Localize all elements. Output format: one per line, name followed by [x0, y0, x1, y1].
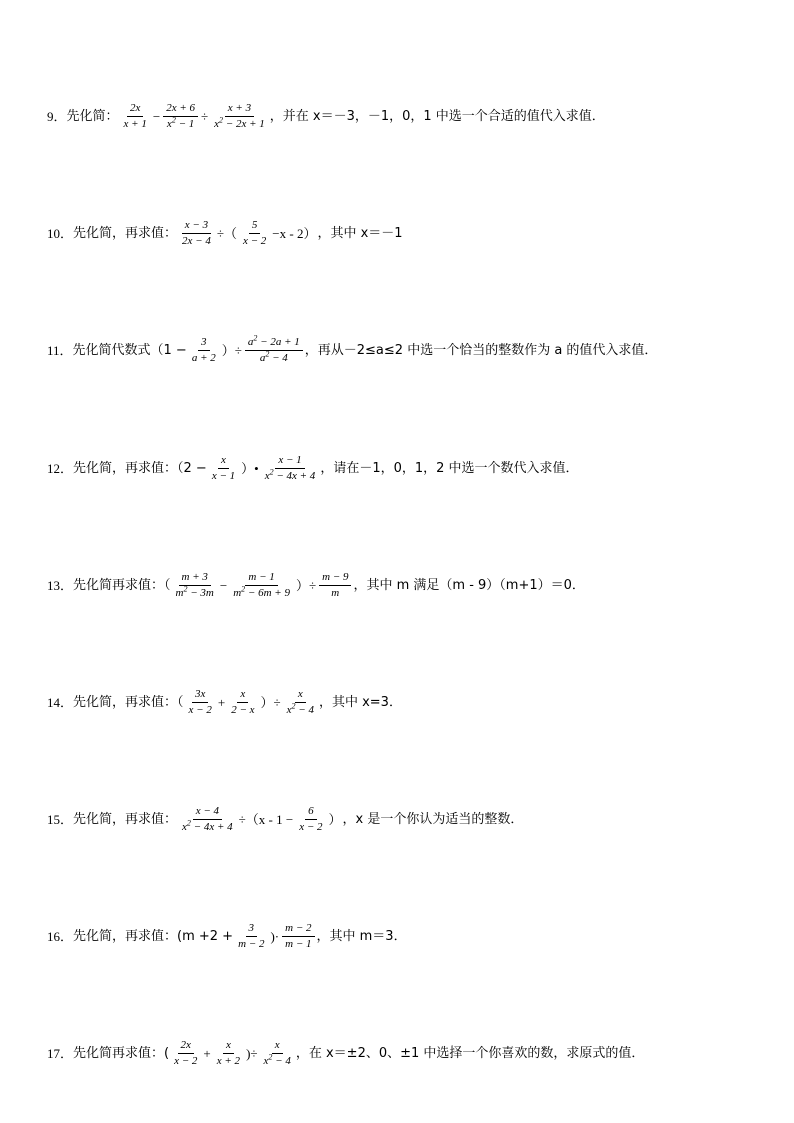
problem-number: 15．	[47, 812, 74, 827]
operator: −	[219, 578, 228, 593]
fraction	[214, 1040, 243, 1067]
fraction	[261, 1040, 294, 1067]
fraction	[121, 103, 150, 130]
operator: +	[203, 1046, 211, 1061]
problem-tail: ，并在 x＝－3，－1，0，1 中选一个合适的值代入求值．	[269, 109, 605, 124]
problem-tail: ，其中 m 满足（m - 9）（m+1）＝0．	[353, 578, 585, 593]
fraction	[171, 1040, 200, 1067]
denominator: m − 1	[285, 938, 312, 950]
problem-intro: 先化简，再求值：(m +2 +	[73, 929, 234, 944]
denominator: m	[331, 587, 340, 599]
denominator: $a^2 - 4$	[259, 349, 288, 364]
numerator: x	[223, 1040, 234, 1054]
fraction	[186, 689, 215, 716]
numerator: 6	[305, 806, 317, 820]
problem-intro: 先化简，再求值：	[73, 812, 178, 827]
problem-number: 10．	[47, 226, 74, 241]
problem-intro: 先化简，再求值：（	[73, 695, 184, 710]
fraction	[189, 337, 219, 364]
fraction	[163, 103, 198, 130]
problem-number: 16．	[47, 929, 74, 944]
fraction	[173, 572, 217, 599]
numerator: m + 3	[179, 572, 211, 586]
problem-intro: 先化简再求值：(	[73, 1046, 170, 1061]
problem-9	[47, 103, 605, 130]
problem-tail: ，其中 m＝3．	[316, 929, 407, 944]
numerator: x + 3	[225, 103, 254, 117]
fraction	[179, 220, 214, 247]
numerator: x − 3	[182, 220, 211, 234]
denominator: $x^2 - 2x + 1$	[214, 115, 265, 130]
operator: −	[152, 109, 161, 124]
problem-tail: ，x 是一个你认为适当的整数．	[342, 812, 524, 827]
denominator: $x^2 - 4x + 4$	[264, 467, 316, 482]
denominator: x − 1	[211, 470, 236, 482]
operator: ÷（	[216, 226, 237, 241]
fraction	[230, 572, 293, 599]
problem-15	[47, 806, 523, 833]
operator: ÷	[201, 109, 209, 124]
denominator: x − 2	[188, 704, 212, 716]
problem-tail: ，请在－1，0，1，2 中选一个数代入求值．	[320, 461, 579, 476]
problem-number: 14．	[47, 695, 74, 710]
operator: ）	[328, 812, 342, 827]
denominator: a + 2	[191, 352, 216, 364]
problem-tail: ，在 x＝±2、0、±1 中选择一个你喜欢的数，求原式的值．	[295, 1046, 645, 1061]
numerator: m − 1	[245, 572, 277, 586]
problem-intro: 先化简代数式（1 −	[72, 343, 187, 358]
numerator: x − 1	[275, 455, 304, 469]
denominator: x − 2	[242, 235, 267, 247]
problem-number: 11．	[47, 343, 73, 358]
problem-10	[47, 220, 403, 247]
denominator: 2x − 4	[182, 235, 211, 247]
problem-number: 9．	[47, 109, 67, 124]
problem-number: 17．	[47, 1046, 74, 1061]
fraction	[209, 455, 238, 482]
numerator: x − 4	[193, 806, 222, 820]
denominator: $x^2 - 1$	[166, 115, 195, 130]
problem-17	[47, 1040, 644, 1067]
numerator: x	[237, 689, 248, 703]
operator: ÷（x - 1 −	[238, 812, 294, 827]
fraction	[282, 923, 314, 950]
numerator: 2x	[178, 1040, 194, 1054]
numerator: $a^2 - 2a + 1$	[245, 337, 303, 351]
operator: )÷	[246, 1046, 258, 1061]
denominator: m − 2	[238, 938, 265, 950]
denominator: 2 − x	[231, 704, 255, 716]
operator: )·	[270, 929, 280, 944]
problem-number: 13．	[47, 578, 74, 593]
operator: −x - 2）	[272, 226, 317, 241]
problem-12	[47, 455, 579, 482]
fraction	[228, 689, 257, 716]
problem-tail: ，其中 x＝－1	[317, 226, 403, 241]
problem-tail: ，再从－2≤a≤2 中选一个恰当的整数作为 a 的值代入求值．	[304, 343, 658, 358]
problem-11	[47, 333, 658, 364]
fraction	[240, 220, 269, 247]
fraction	[211, 103, 268, 130]
denominator: x + 1	[123, 118, 147, 130]
fraction	[245, 333, 303, 364]
fraction	[284, 689, 317, 716]
fraction	[296, 806, 325, 833]
denominator: $x^2 - 4x + 4$	[182, 818, 233, 833]
denominator: x − 2	[299, 821, 323, 833]
denominator: $m^2 - 6m + 9$	[233, 584, 290, 599]
numerator: 2x + 6	[163, 103, 198, 117]
fraction	[262, 455, 319, 482]
operator: ）÷	[260, 695, 281, 710]
denominator: $x^2 - 4$	[286, 701, 314, 716]
numerator: m − 9	[319, 572, 351, 586]
operator: ）÷	[295, 578, 317, 593]
numerator: m − 2	[282, 923, 314, 937]
denominator: x + 2	[216, 1055, 241, 1067]
numerator: x	[295, 689, 306, 703]
fraction	[179, 806, 236, 833]
numerator: 3	[246, 923, 258, 937]
problem-intro: 先化简再求值：（	[73, 578, 171, 593]
denominator: $m^2 - 3m$	[175, 584, 214, 599]
problem-14	[47, 689, 402, 716]
operator: +	[217, 695, 226, 710]
fraction	[235, 923, 267, 950]
problem-tail: ，其中 x=3．	[318, 695, 402, 710]
numerator: 3	[198, 337, 210, 351]
problem-intro: 先化简：	[66, 109, 119, 124]
numerator: 5	[249, 220, 261, 234]
fraction	[319, 572, 351, 599]
numerator: x	[218, 455, 229, 469]
numerator: 2x	[127, 103, 143, 117]
problem-16	[47, 923, 407, 950]
problem-intro: 先化简，再求值：（2 −	[73, 461, 207, 476]
denominator: x − 2	[174, 1055, 198, 1067]
denominator: $x^2 - 4$	[263, 1052, 291, 1067]
numerator: 3x	[192, 689, 208, 703]
operator: ）÷	[221, 343, 242, 358]
operator: ）•	[241, 461, 259, 476]
numerator: x	[272, 1040, 283, 1054]
problem-number: 12．	[47, 461, 74, 476]
problem-13	[47, 572, 585, 599]
problem-intro: 先化简，再求值：	[73, 226, 178, 241]
